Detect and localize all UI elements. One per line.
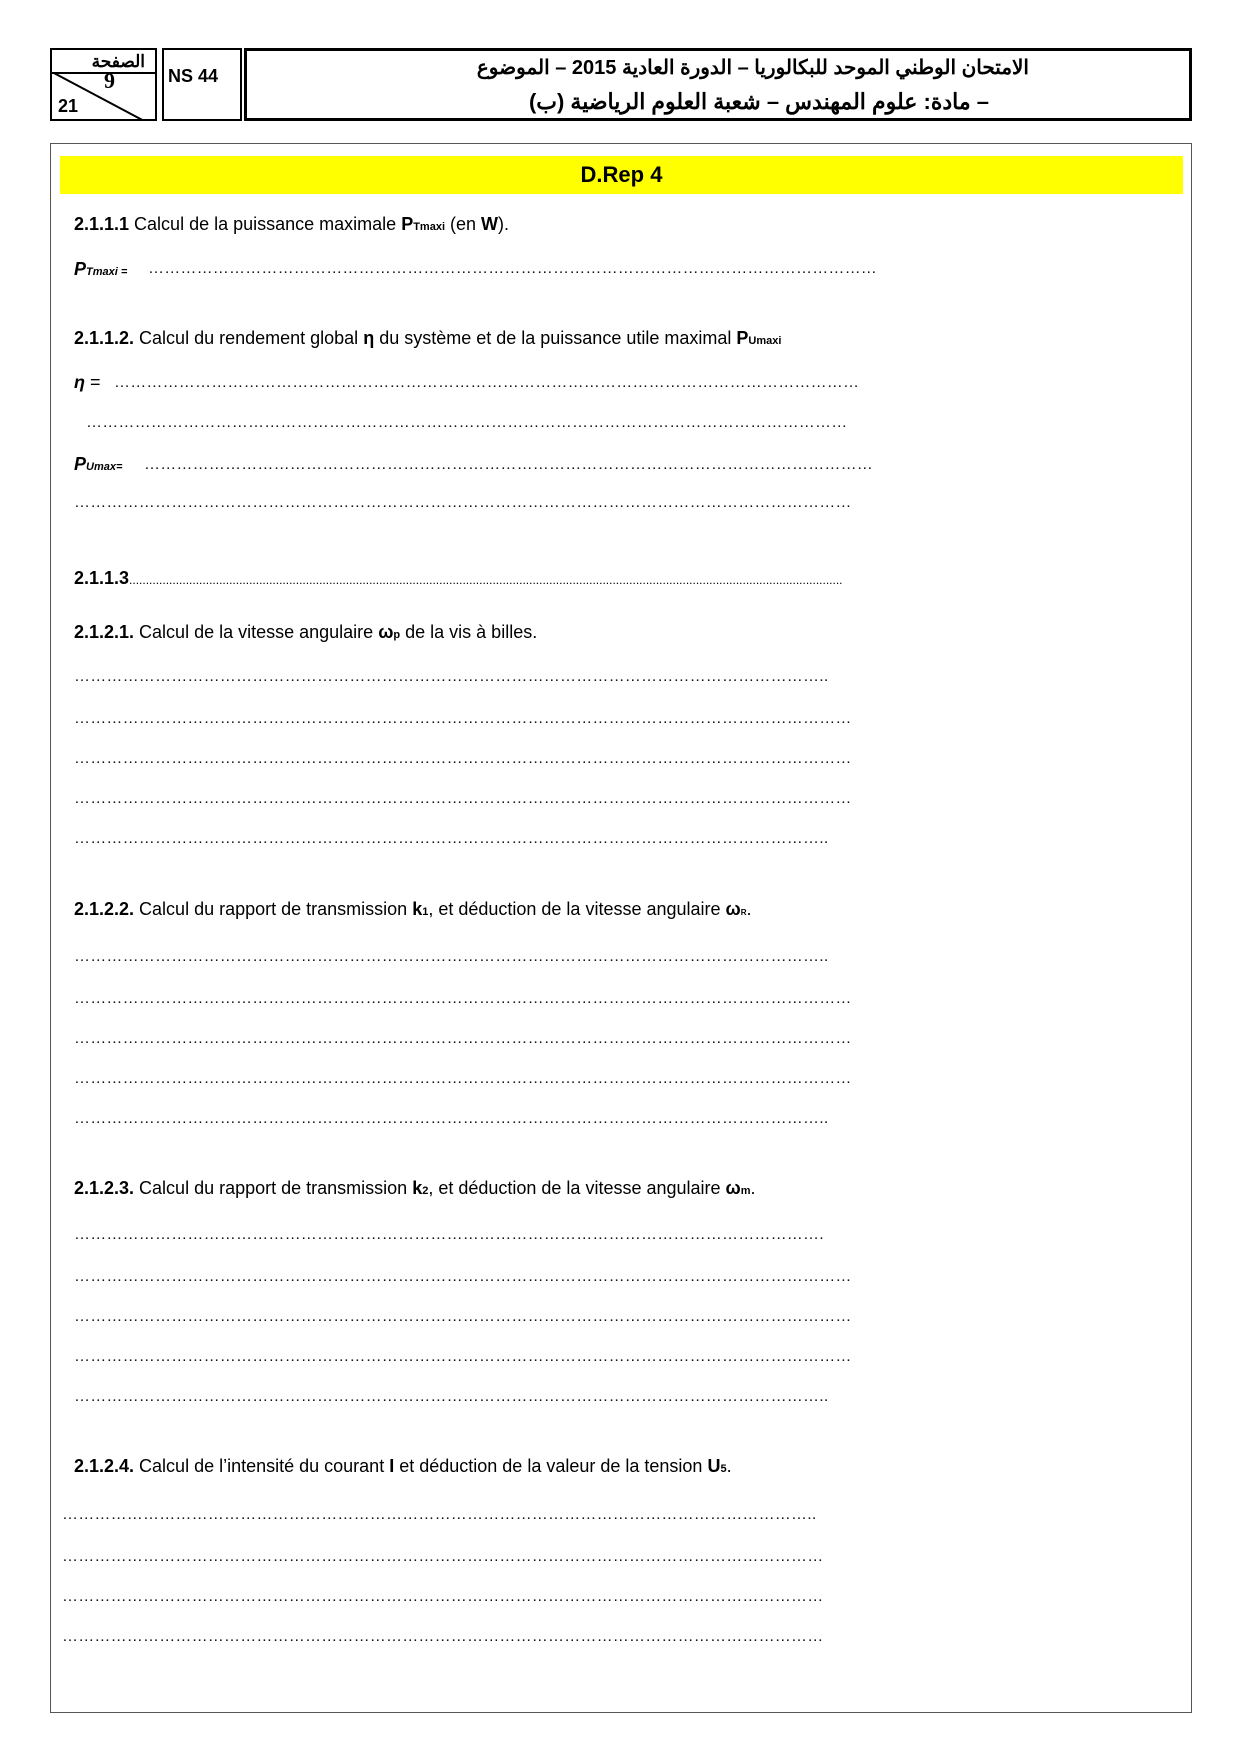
- symbol-subscript: R: [740, 908, 747, 917]
- answer-label-eta: [74, 372, 101, 393]
- question-text: Calcul de l’intensité du courant: [134, 1456, 390, 1476]
- answer-line[interactable]: ………………………………………………………………………………………………………………………………: [74, 1070, 852, 1087]
- answer-line[interactable]: ………………………………………………………………………………………………………………………….: [74, 1226, 824, 1243]
- question-number: 2.1.1.3: [74, 568, 130, 588]
- symbol: η: [363, 328, 375, 348]
- symbol-subscript: 1: [422, 906, 429, 918]
- page-label: الصفحة: [91, 52, 145, 71]
- answer-line[interactable]: ……………………………………………………………………………………………………………………………: [62, 1548, 824, 1565]
- question-text: .: [750, 1178, 756, 1198]
- symbol: U: [707, 1456, 721, 1476]
- question-text: Calcul de la puissance maximale: [129, 214, 402, 234]
- answer-line[interactable]: ………………………………………………………………………………………………………………………: [144, 456, 873, 473]
- symbol-subscript: 2: [422, 1185, 429, 1197]
- exam-title-line1: الامتحان الوطني الموحد للبكالوريا – الدورة العادية 2015 – الموضوع: [476, 57, 1029, 79]
- question-text: .: [726, 1456, 732, 1476]
- answer-line[interactable]: …………………………………………………………………………………………………………………………..: [62, 1506, 817, 1523]
- answer-line[interactable]: ……………………………………………………………………………………………………………………………: [62, 1628, 824, 1645]
- question-2-1-2-3: [74, 1178, 756, 1199]
- question-number: 2.1.2.3.: [74, 1178, 135, 1198]
- symbol-subscript: p: [393, 629, 401, 641]
- answer-line[interactable]: ………………………………………………………………………………………………………………………………: [74, 1268, 852, 1285]
- answer-line[interactable]: ......................................................................................................................................................................................................................: [129, 573, 843, 587]
- page-number: 9: [104, 68, 115, 93]
- label-symbol: η: [74, 372, 85, 392]
- question-number: 2.1.1.2.: [74, 328, 135, 348]
- answer-line[interactable]: …………………………………………………………………………………………………………………………: [114, 374, 860, 391]
- symbol: I: [389, 1456, 395, 1476]
- answer-line[interactable]: ………………………………………………………………………………………………………………………………: [74, 494, 852, 511]
- answer-line[interactable]: ………………………………………………………………………………………………………………………………: [74, 1348, 852, 1365]
- label-symbol: P: [74, 454, 87, 474]
- question-number: 2.1.2.1.: [74, 622, 135, 642]
- answer-line[interactable]: ………………………………………………………………………………………………………………………………: [74, 710, 852, 727]
- question-2-1-2-4: [74, 1456, 732, 1477]
- question-2-1-2-2: [74, 899, 752, 920]
- answer-line[interactable]: ………………………………………………………………………………………………………………………………: [74, 990, 852, 1007]
- answer-line[interactable]: …………………………………………………………………………………………………………………………..: [74, 668, 829, 685]
- question-text: Calcul du rapport de transmission: [134, 1178, 413, 1198]
- answer-line[interactable]: …………………………………………………………………………………………………………………………..: [74, 948, 829, 965]
- label-equals: =: [85, 372, 101, 392]
- label-symbol: P: [74, 259, 87, 279]
- exam-code-box: [162, 48, 242, 121]
- symbol: k: [412, 1178, 423, 1198]
- question-number: 2.1.1.1: [74, 214, 130, 234]
- symbol-subscript: Tmaxi: [413, 221, 445, 233]
- answer-line[interactable]: ……………………………………………………………………………………………………………………………: [86, 414, 848, 431]
- symbol: P: [736, 328, 749, 348]
- symbol: k: [412, 899, 423, 919]
- symbol-subscript: 5: [720, 1463, 727, 1475]
- answer-label-pumax: [74, 454, 122, 475]
- answer-line[interactable]: ………………………………………………………………………………………………………………………………: [74, 790, 852, 807]
- question-number: 2.1.2.2.: [74, 899, 135, 919]
- question-number: 2.1.2.4.: [74, 1456, 135, 1476]
- page-number-box: [50, 48, 157, 121]
- symbol: ω: [725, 1178, 741, 1198]
- answer-line[interactable]: ………………………………………………………………………………………………………………………………: [74, 1030, 852, 1047]
- exam-code: NS 44: [168, 66, 219, 86]
- question-text: , et déduction de la vitesse angulaire: [428, 1178, 726, 1198]
- answer-line[interactable]: ………………………………………………………………………………………………………………………………: [74, 1308, 852, 1325]
- exam-title-box: [244, 48, 1192, 121]
- label-subscript: Umax=: [86, 461, 123, 473]
- symbol: ω: [378, 622, 394, 642]
- symbol-subscript: m: [740, 1185, 751, 1197]
- answer-line[interactable]: ………………………………………………………………………………………………………………………: [148, 260, 877, 277]
- question-text: .: [746, 899, 752, 919]
- question-text: du système et de la puissance utile maximal: [374, 328, 737, 348]
- question-text: Calcul de la vitesse angulaire: [134, 622, 379, 642]
- unit: W: [481, 214, 499, 234]
- answer-line[interactable]: …………………………………………………………………………………………………………………………..: [74, 1110, 829, 1127]
- answer-line[interactable]: ……………………………………………………………………………………………………………………………: [62, 1588, 824, 1605]
- label-subscript: Tmaxi =: [86, 266, 128, 278]
- question-2-1-2-1: [74, 622, 537, 643]
- question-text: Calcul du rendement global: [134, 328, 364, 348]
- question-2-1-1-3: [74, 568, 843, 589]
- question-text: (en: [445, 214, 482, 234]
- symbol: ω: [725, 899, 741, 919]
- question-text: et déduction de la valeur de la tension: [394, 1456, 708, 1476]
- answer-line[interactable]: ………………………………………………………………………………………………………………………………: [74, 750, 852, 767]
- symbol-subscript: Umaxi: [748, 335, 782, 347]
- question-2-1-1-2: [74, 328, 781, 349]
- page-total: 21: [58, 96, 79, 116]
- question-text: , et déduction de la vitesse angulaire: [428, 899, 726, 919]
- question-text: ).: [498, 214, 510, 234]
- question-text: Calcul du rapport de transmission: [134, 899, 413, 919]
- question-text: de la vis à billes.: [400, 622, 538, 642]
- answer-line[interactable]: …………………………………………………………………………………………………………………………..: [74, 1388, 829, 1405]
- document-banner: D.Rep 4: [60, 156, 1183, 194]
- exam-title-line2: – مادة: علوم المهندس – شعبة العلوم الرياضية (ب): [528, 89, 989, 114]
- question-2-1-1-1: [74, 214, 509, 235]
- answer-label-ptmaxi: [74, 259, 127, 280]
- symbol: P: [401, 214, 414, 234]
- answer-line[interactable]: …………………………………………………………………………………………………………………………..: [74, 830, 829, 847]
